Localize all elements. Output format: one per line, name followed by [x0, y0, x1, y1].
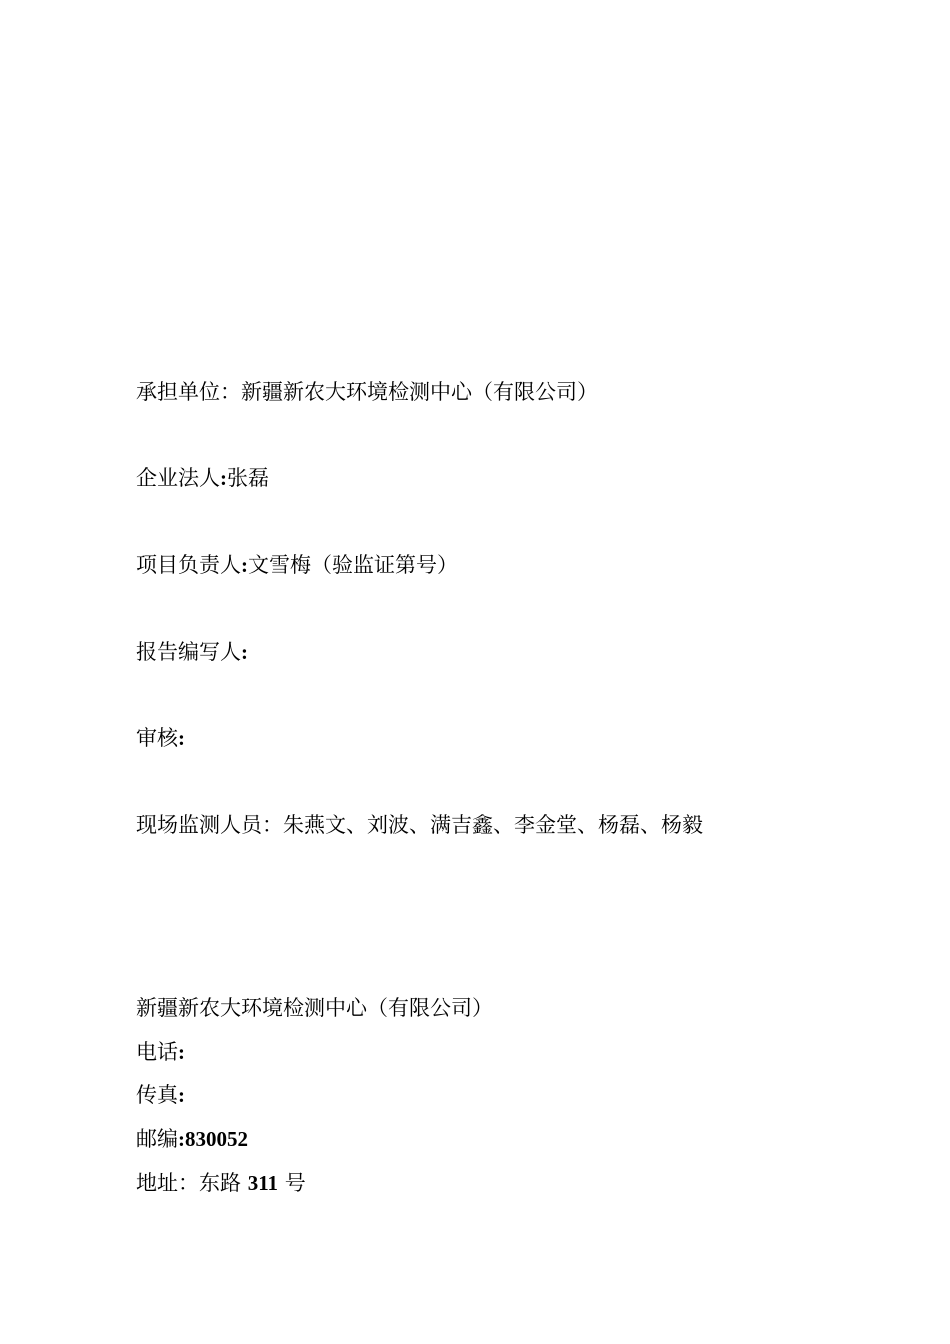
legal-representative-line	[136, 464, 269, 492]
postcode-line	[136, 1125, 248, 1153]
phone-line	[136, 1038, 185, 1066]
project-manager-value: 文雪梅（验监证第号）	[248, 553, 458, 577]
reviewer-colon: :	[178, 726, 185, 750]
field-monitoring-staff-value: 朱燕文、刘波、满吉鑫、李金堂、杨磊、杨毅	[283, 813, 703, 837]
phone-label: 电话	[136, 1040, 178, 1064]
address-number: 311	[247, 1171, 279, 1195]
undertaking-unit-label: 承担单位：	[136, 380, 241, 404]
report-writer-label: 报告编写人	[136, 640, 241, 664]
report-writer-line	[136, 638, 248, 666]
undertaking-unit-line	[136, 378, 598, 406]
project-manager-line	[136, 551, 458, 579]
field-monitoring-staff-line	[136, 811, 703, 839]
field-monitoring-staff-label: 现场监测人员：	[136, 813, 283, 837]
phone-colon: :	[178, 1040, 185, 1064]
postcode-label: 邮编	[136, 1127, 178, 1151]
legal-representative-value: 张磊	[227, 466, 269, 490]
report-writer-colon: :	[241, 640, 248, 664]
fax-line	[136, 1081, 185, 1109]
contact-organization: 新疆新农大环境检测中心（有限公司）	[136, 996, 493, 1020]
address-line	[136, 1169, 306, 1197]
undertaking-unit-value: 新疆新农大环境检测中心（有限公司）	[241, 380, 598, 404]
reviewer-line	[136, 724, 185, 752]
project-manager-label: 项目负责人	[136, 553, 241, 577]
postcode-value: :830052	[178, 1127, 248, 1151]
address-suffix: 号	[284, 1171, 306, 1195]
project-manager-colon: :	[241, 553, 248, 577]
address-label: 地址：东路	[136, 1171, 241, 1195]
reviewer-label: 审核	[136, 726, 178, 750]
fax-colon: :	[178, 1083, 185, 1107]
fax-label: 传真	[136, 1083, 178, 1107]
legal-representative-colon: :	[220, 466, 227, 490]
legal-representative-label: 企业法人	[136, 466, 220, 490]
